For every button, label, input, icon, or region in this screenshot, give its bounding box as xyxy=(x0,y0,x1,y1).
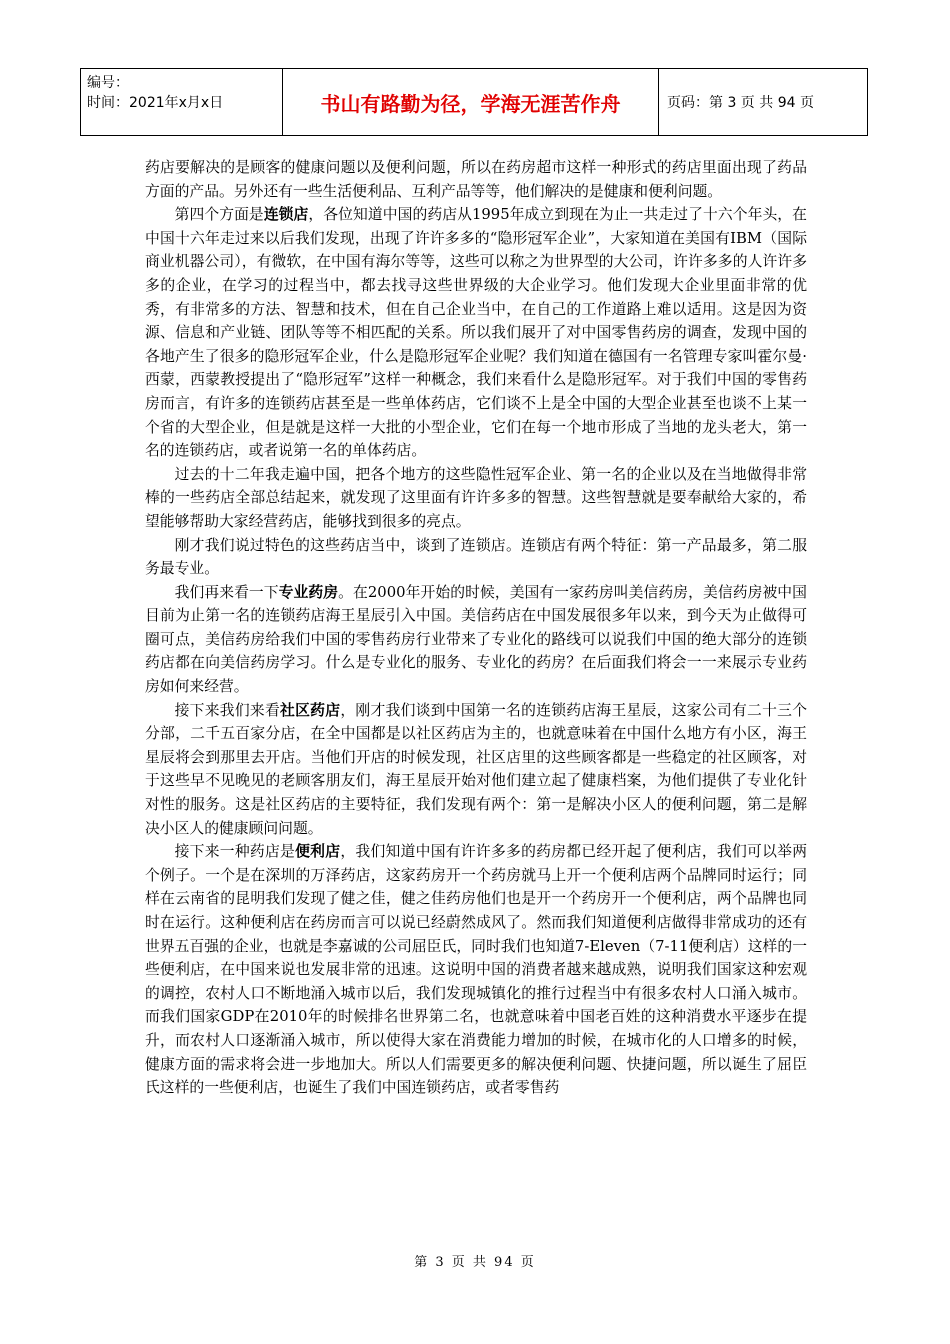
keyword-chain-store: 连锁店 xyxy=(263,206,309,224)
header-motto: 书山有路勤为径，学海无涯苦作舟 xyxy=(283,69,659,135)
paragraph: 刚才我们说过特色的这些药店当中，谈到了连锁店。连锁店有两个特征：第一产品最多，第二服务最专业。 xyxy=(145,536,807,578)
header-meta xyxy=(81,69,283,135)
paragraph: 接下来一种药店是便利店，我们知道中国有许许多多的药房都已经开起了便利店，我们可以举两个例子。一个是在深圳的万泽药店，这家药房开一个药房就马上开一个便利店两个品牌同时运行；同样在云南省的昆明我们发现了健之佳，健之佳药房他们也是开一个药房开一个便利店，两个品牌也同时在运行。这种便利店在药房而言可以说已经蔚然成风了。然而我们知道便利店做得非常成功的还有世界五百强的企业，也就是李嘉诚的公司屈臣氏，同时我们也知道7-Eleven（7-11便利店）这样的一些便利店，在中国来说也发展非常的迅速。这说明中国的消费者越来越成熟，说明我们国家这种宏观的调控，农村人口不断地涌入城市以后，我们发现城镇化的推行过程当中有很多农村人口涌入城市。而我们国家GDP在2010年的时候排名世界第二名，也就意味着中国老百姓的这种消费水平逐步在提升，而农村人口逐渐涌入城市，所以使得大家在消费能力增加的时候，在城市化的人口增多的时候，健康方面的需求将会进一步地加大。所以人们需要更多的解决便利问题、快捷问题，所以诞生了屈臣氏这样的一些便利店，也诞生了我们中国连锁药店，或者零售药 xyxy=(145,843,807,1097)
paragraph: 第四个方面是连锁店，各位知道中国的药店从1995年成立到现在为止一共走过了十六个年头，在中国十六年走过来以后我们发现，出现了许许多多的“隐形冠军企业”，大家知道在美国有IBM（国际商业机器公司），有微软，在中国有海尔等等，这些可以称之为世界型的大公司，许许多多的人许许多多的企业，在学习的过程当中，都去找寻这些世界级的大企业学习。他们发现大企业里面非常的优秀，有非常多的方法、智慧和技术，但在自己企业当中，在自己的工作道路上难以适用。这是因为资源、信息和产业链、团队等等不相匹配的关系。所以我们展开了对中国零售药房的调查，发现中国的各地产生了很多的隐形冠军企业，什么是隐形冠军企业呢？我们知道在德国有一名管理专家叫霍尔曼·西蒙，西蒙教授提出了“隐形冠军”这样一种概念，我们来看什么是隐形冠军。对于我们中国的零售药房而言，有许多的连锁药店甚至是一些单体药店，它们谈不上是全中国的大型企业甚至也谈不上某一个省的大型企业，但是就是这样一大批的小型企业，它们在每一个地市形成了当地的龙头老大，第一名的连锁药店，或者说第一名的单体药店。 xyxy=(145,206,807,460)
keyword-convenience-store: 便利店 xyxy=(295,843,341,861)
page-footer: 第 3 页 共 94 页 xyxy=(414,1255,536,1270)
paragraph: 接下来我们来看社区药店，刚才我们谈到中国第一名的连锁药店海王星辰，这家公司有二十三个分部，二千五百家分店，在全中国都是以社区药店为主的，也就意味着在中国什么地方有小区，海王星辰将会到那里去开店。当他们开店的时候发现，社区店里的这些顾客都是一些稳定的社区顾客，对于这些早不见晚见的老顾客朋友们，海王星辰开始对他们建立起了健康档案，为他们提供了专业化针对性的服务。这是社区药店的主要特征，我们发现有两个：第一是解决小区人的便利问题，第二是解决小区人的健康顾问问题。 xyxy=(145,701,807,837)
paragraph: 我们再来看一下专业药房。在2000年开始的时候，美国有一家药房叫美信药房，美信药房被中国目前为止第一名的连锁药店海王星辰引入中国。美信药店在中国发展很多年以来，到今天为止做得可圈可点，美信药房给我们中国的零售药房行业带来了专业化的路线可以说我们中国的绝大部分的连锁药店都在向美信药房学习。什么是专业化的服务、专业化的药房？在后面我们将会一一来展示专业药房如何来经营。 xyxy=(145,583,807,696)
keyword-community-pharmacy: 社区药店 xyxy=(280,701,341,719)
paragraph: 过去的十二年我走遍中国，把各个地方的这些隐性冠军企业、第一名的企业以及在当地做得非常棒的一些药店全部总结起来，就发现了这里面有许许多多的智慧。这些智慧就是要奉献给大家的，希望能够帮助大家经营药店，能够找到很多的亮点。 xyxy=(145,465,807,530)
paragraph: 药店要解决的是顾客的健康问题以及便利问题，所以在药房超市这样一种形式的药店里面出现了药品方面的产品。另外还有一些生活便利品、互利产品等等，他们解决的是健康和便利问题。 xyxy=(145,159,807,200)
keyword-professional-pharmacy: 专业药房 xyxy=(278,583,339,601)
header-page-info: 页码：第 3 页 共 94 页 xyxy=(667,95,814,111)
document-body xyxy=(145,156,807,1100)
document-date: 时间：2021年x月x日 xyxy=(87,95,224,111)
document-number-label: 编号： xyxy=(87,75,129,91)
page-header xyxy=(80,68,868,136)
